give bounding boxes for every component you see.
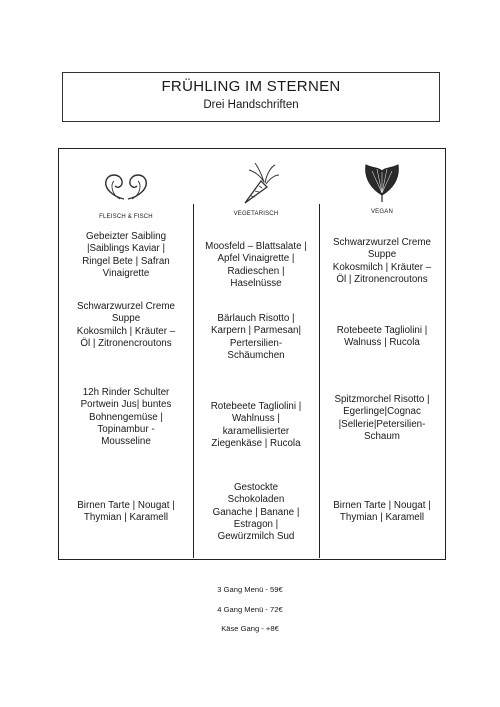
column-label: VEGAN bbox=[370, 209, 393, 215]
dish-dessert: Gestockte Schokoladen Ganache | Banane | Estragon | Gewürzmilch Sud bbox=[212, 482, 300, 543]
dish-soup: Schwarzwurzel Creme Suppe Kokosmilch | Kräuter – Öl | Zitronencroutons bbox=[332, 237, 432, 285]
column-vegan bbox=[319, 149, 445, 559]
menu-box bbox=[58, 148, 446, 560]
column-label: FLEISCH & FISCH bbox=[99, 214, 153, 220]
column-header bbox=[319, 161, 445, 223]
dish-starter: Moosfeld – Blattsalate | Apfel Vinaigrette | Radieschen | Haselnüsse bbox=[205, 241, 307, 289]
dish-risotto: Spitzmorchel Risotto | Egerlinge|Cognac |Sellerie|Petersilien- Schaum bbox=[334, 394, 430, 442]
price-four-course: 4 Gang Menü - 72€ bbox=[217, 605, 283, 614]
dish-dessert: Birnen Tarte | Nougat | Thymian | Karamell bbox=[333, 500, 431, 524]
column-label: VEGETARISCH bbox=[233, 211, 279, 217]
carrot-icon bbox=[231, 161, 281, 205]
dish-pasta: Rotebeete Tagliolini | Walnuss | Rucola bbox=[336, 325, 428, 349]
ram-horns-icon bbox=[94, 169, 158, 205]
dish-starter: Gebeizter Saibling |Saiblings Kaviar | Ringel Bete | Safran Vinaigrette bbox=[82, 231, 170, 279]
dish-main: 12h Rinder Schulter Portwein Jus| buntes Bohnengemüse | Topinambur - Mousseline bbox=[80, 387, 172, 448]
dish-risotto: Bärlauch Risotto | Karpern | Parmesan| Pertersilien- Schäumchen bbox=[210, 313, 302, 361]
column-fleisch-fisch bbox=[59, 149, 193, 559]
menu-subtitle: Drei Handschriften bbox=[203, 99, 299, 111]
menu-title: FRÜHLING IM STERNEN bbox=[161, 78, 341, 95]
column-header bbox=[193, 161, 319, 223]
ginkgo-leaf-icon bbox=[360, 161, 404, 203]
title-box bbox=[62, 72, 440, 122]
dish-soup: Schwarzwurzel Creme Suppe Kokosmilch | Kräuter – Öl | Zitronencroutons bbox=[76, 301, 176, 349]
price-three-course: 3 Gang Menü - 59€ bbox=[217, 585, 283, 594]
column-vegetarisch bbox=[193, 149, 319, 559]
column-header bbox=[59, 161, 193, 223]
dish-dessert: Birnen Tarte | Nougat | Thymian | Karamell bbox=[77, 500, 175, 524]
price-cheese-course: Käse Gang - +8€ bbox=[221, 624, 279, 633]
dish-main: Rotebeete Tagliolini | Wahlnuss | karamellisierter Ziegenkäse | Rucola bbox=[210, 401, 302, 449]
